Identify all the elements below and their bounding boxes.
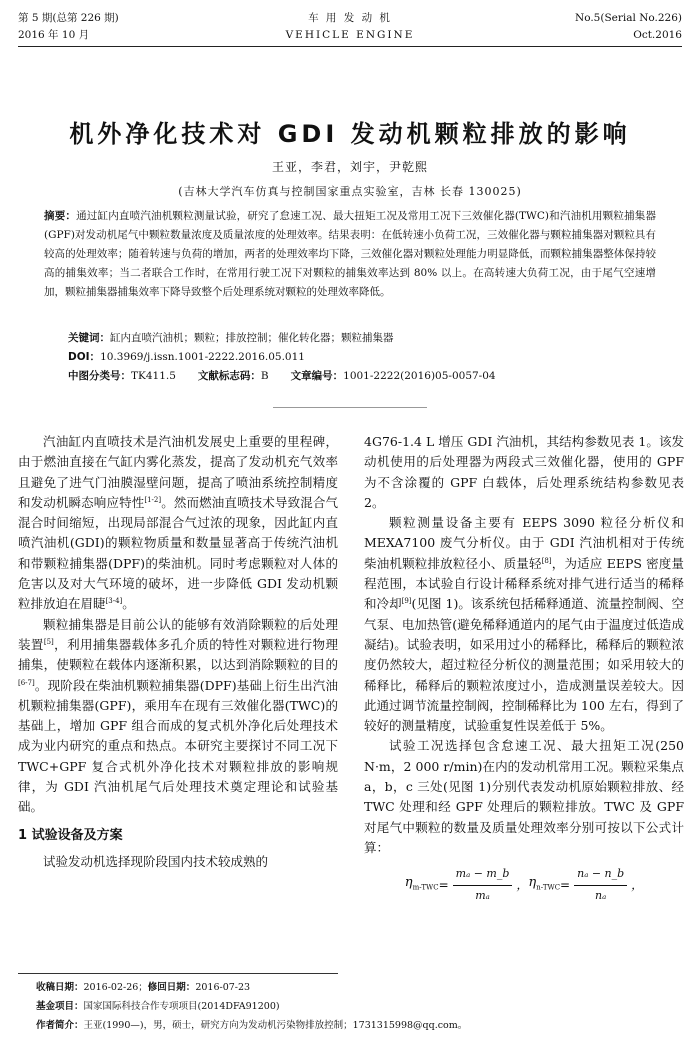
fund-text: 国家国际科技合作专项项目(2014DFA91200): [83, 1001, 280, 1012]
author-bio-label: 作者简介：: [36, 1020, 84, 1031]
date-en: Oct.2016: [633, 29, 682, 41]
footnote-rule: [18, 973, 338, 974]
doi-label: DOI：: [68, 351, 101, 363]
issue-en: No.5(Serial No.226): [575, 12, 682, 24]
received-label: 收稿日期：: [36, 982, 84, 993]
citation: [6-7]: [18, 678, 35, 687]
doi-text: 10.3969/j.issn.1001-2222.2016.05.011: [100, 351, 305, 363]
engine-paragraph: 4G76-1.4 L 增压 GDI 汽油机，其结构参数见表 1。该发动机使用的后处理器为两段式三效催化器，使用的 GPF 为不含涂覆的 GPF 白载体，后处理系统结构参数见表 2。: [364, 434, 684, 510]
author-list: 王亚，李君，刘宇，尹乾熙: [271, 160, 428, 174]
paper-title: 机外净化技术对 GDI 发动机颗粒排放的影响: [69, 120, 631, 148]
author-bio-line: [36, 1016, 682, 1035]
right-column: [364, 432, 684, 906]
denominator: mₐ: [475, 888, 490, 902]
text-span: 。现阶段在柴油机颗粒捕集器(DPF)基础上衍生出汽油机颗粒捕集器(GPF)，乘用车在现有三效催化器(TWC)的基础上，增加 GPF 组合而成的复式机外净化后处理技术成为业内研究的重点和热点。本研究主要探讨不同工况下 TWC+GPF 复合式机外净化技术对颗粒排放的影响规律，为 GDI 汽油机尾气后处理技术奠定理论和试验基础。: [18, 677, 338, 815]
running-header: [18, 10, 682, 46]
doc-code-label: 文献标志码：: [197, 370, 261, 382]
text-span: 颗粒捕集器是目前公认的能够有效消除颗粒的后处理装置: [18, 616, 338, 652]
text-span: ，利用捕集器载体多孔介质的特性对颗粒进行物理捕集，使颗粒在载体内逐渐积累，以达到消除颗粒的目的: [18, 636, 338, 673]
classification-line: [68, 367, 656, 385]
issue-cn: 第 5 期(总第 226 期): [18, 12, 119, 24]
citation: [1-2]: [144, 495, 162, 504]
author-bio-text: 王亚(1990—)，男，硕士，研究方向为发动机污染物排放控制；1731315998@qq.com。: [83, 1020, 468, 1031]
eta-symbol: [528, 873, 560, 898]
citation: [3-4]: [105, 597, 123, 606]
header-right: [575, 10, 682, 44]
denominator: nₐ: [595, 888, 607, 902]
journal-en: VEHICLE ENGINE: [285, 29, 415, 41]
revised-date: 2016-07-23: [195, 982, 251, 993]
affiliation: (吉林大学汽车仿真与控制国家重点实验室，吉林 长春 130025): [178, 185, 522, 198]
citation: [5]: [43, 637, 54, 646]
efficiency-formula: [364, 864, 684, 906]
fund-line: [36, 997, 682, 1016]
fraction: [453, 864, 513, 906]
abstract-separator: [273, 407, 427, 408]
clc-label: 中图分类号：: [68, 370, 131, 382]
measurement-paragraph: [364, 513, 684, 736]
left-column: [18, 432, 338, 872]
keywords-text: 缸内直喷汽油机；颗粒；排放控制；催化转化器；颗粒捕集器: [110, 332, 394, 344]
eta-subscript: n-TWC: [536, 883, 561, 892]
dates-line: [36, 978, 682, 997]
eta-letter: η: [528, 874, 537, 890]
received-date: 2016-02-26；: [83, 982, 148, 993]
text-span: (见图 1)。该系统包括稀释通道、流量控制阀、空气泵、电加热管(避免稀释通道内的尾气由于温度过低造成凝结)。试验表明，如采用过小的稀释比，稀释后的颗粒浓度仍然较大，超过粒径分析仪的测量范围；如采用较大的稀释比，稀释后的颗粒浓度过小，造成测量误差较大。因此通过调节流量控制阀，控制稀释比为 100 左右，得到了较好的测量精度，试验重复性误差低于 5%。: [364, 596, 684, 734]
section1-paragraph-1: 试验发动机选择现阶段国内技术较成熟的: [43, 853, 269, 869]
eta-letter: η: [404, 874, 413, 890]
text-span: ，为适应 EEPS 密度量程范围，本试验自行设计稀释系统对排气进行适当的稀释和冷却: [364, 555, 684, 612]
intro-paragraph-1: [18, 432, 338, 615]
journal-cn: 车 用 发 动 机: [308, 12, 392, 24]
intro-paragraph-2: [18, 615, 338, 818]
keywords: [68, 329, 656, 347]
fund-label: 基金项目：: [36, 1001, 84, 1012]
abstract-text: 通过缸内直喷汽油机颗粒测量试验，研究了怠速工况、最大扭矩工况及常用工况下三效催化器(TWC)和汽油机用颗粒捕集器(GPF)对发动机尾气中颗粒数量浓度及质量浓度的处理效率。结果表明：在低转速小负荷工况，三效催化器与颗粒捕集器对颗粒具有较高的处理效率；随着转速与负荷的增加，两者的处理效率均下降，三效催化器对颗粒处理能力明显降低，而颗粒捕集器整体保持较高的捕集效率；当二者联合工作时，在常用行驶工况下对颗粒的捕集效率达到 80% 以上。在高转速大负荷工况，由于尾气空速增加，颗粒捕集器捕集效率下降导致整个后处理系统对颗粒的处理效率降低。: [44, 210, 656, 298]
article-no-text: 1001-2222(2016)05-0057-04: [343, 370, 496, 382]
conditions-paragraph: 试验工况选择包含怠速工况、最大扭矩工况(250 N·m，2 000 r/min)在内的发动机常用工况。颗粒采集点 a，b，c 三处(见图 1)分别代表发动机原始颗粒排放、经 TWC 处理和经 GPF 处理后的颗粒排放。TWC 及 GPF 对尾气中颗粒的数量及质量处理效率分别可按以下公式计算：: [364, 738, 684, 855]
clc-text: TK411.5: [131, 370, 176, 382]
doi: [68, 348, 656, 366]
section-heading: 1 试验设备及方案: [18, 827, 123, 843]
text-span: 。: [122, 596, 135, 612]
date-cn: 2016 年 10 月: [18, 29, 90, 41]
eta-subscript: m-TWC: [412, 883, 439, 892]
comma: ，: [631, 877, 644, 892]
text-span: 汽油缸内直喷技术是汽油机发展史上重要的里程碑，由于燃油直接在气缸内雾化蒸发，提高了发动机充气效率且避免了进气门油膜湿壁问题，提高了喷油系统控制精度和发动机瞬态响应特性: [18, 434, 338, 510]
article-no-label: 文章编号：: [290, 370, 344, 382]
citation: [9]: [401, 597, 412, 606]
doc-code-text: B: [260, 370, 269, 382]
footnotes: [36, 978, 682, 1035]
numerator: mₐ − m_b: [453, 864, 513, 885]
equals-sign: =: [560, 877, 571, 892]
equals-sign: =: [438, 877, 449, 892]
revised-label: 修回日期：: [147, 982, 196, 993]
eta-symbol: [405, 873, 439, 898]
citation: [8]: [541, 556, 552, 565]
numerator: nₐ − n_b: [574, 864, 627, 885]
header-rule: [18, 46, 682, 47]
abstract-label: 摘要：: [44, 210, 77, 222]
text-span: 。然而燃油直喷技术导致混合气混合时间缩短，出现局部混合气过浓的现象，因此缸内直喷汽油机(GDI)的颗粒物质量和数量显著高于传统汽油机和带颗粒捕集器(DPF)的柴油机。同时考虑颗粒对人体的危害以及对大气环境的破坏，进一步降低 GDI 发动机颗粒排放迫在眉睫: [18, 494, 338, 612]
abstract: [44, 207, 656, 302]
fraction: [574, 864, 627, 906]
comma: ，: [516, 877, 529, 892]
keywords-label: 关键词：: [68, 332, 110, 344]
text-span: 颗粒测量设备主要有 EEPS 3090 粒径分析仪和 MEXA7100 废气分析仪。由于 GDI 汽油机相对于传统柴油机颗粒排放粒径小、质量轻: [364, 515, 684, 571]
